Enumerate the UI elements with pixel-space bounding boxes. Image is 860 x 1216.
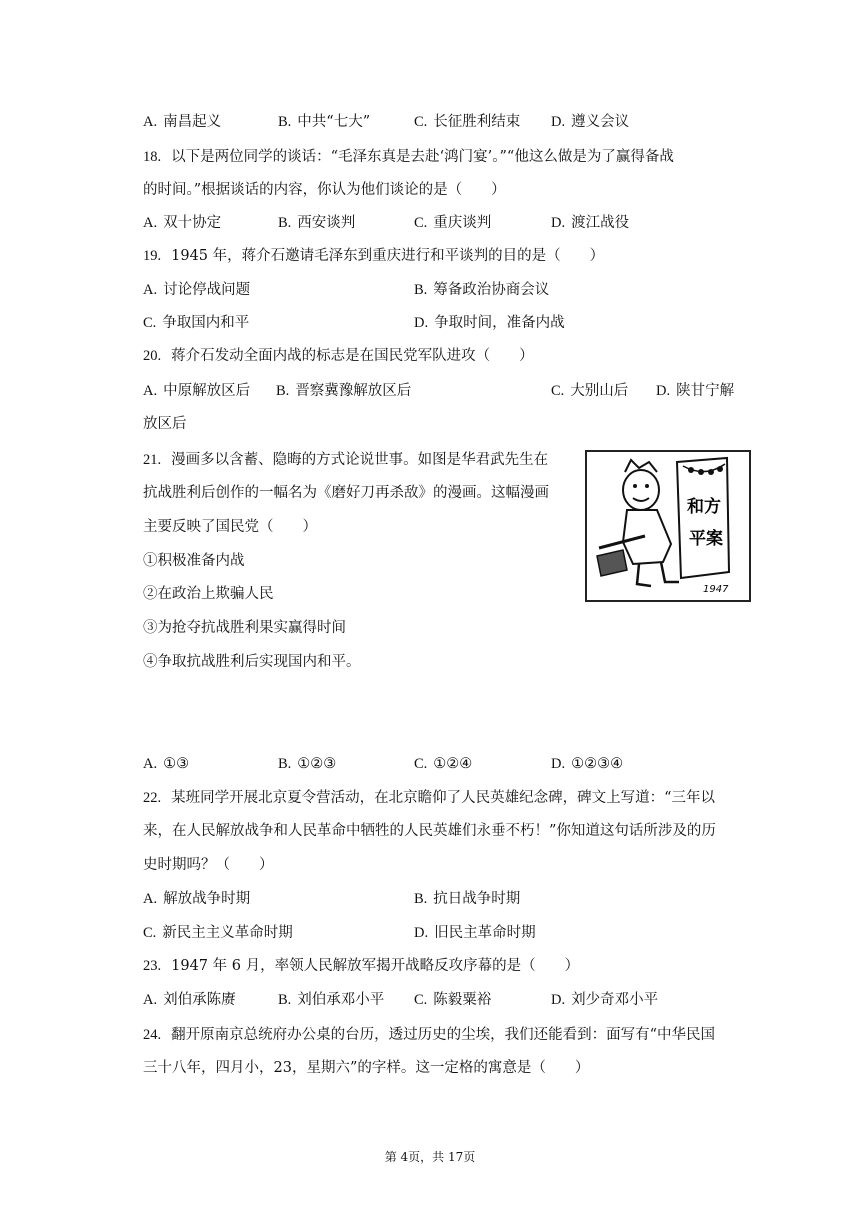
q22-stem-line1: 22. 某班同学开展北京夏令营活动，在北京瞻仰了人民英雄纪念碑，碑文上写道：“三年以 (143, 790, 716, 806)
q21-option-d: D. ①②③④ (551, 756, 624, 772)
q18-option-c: C. 重庆谈判 (414, 215, 492, 231)
q23-option-d: D. 刘少奇邓小平 (551, 992, 659, 1008)
q20-option-d-wrap: 放区后 (143, 416, 187, 432)
q21-stem-line1: 21. 漫画多以含蓄、隐晦的方式论说世事。如图是华君武先生在 (143, 452, 549, 468)
q23-option-c: C. 陈毅粟裕 (414, 992, 492, 1008)
q19-option-d: D. 争取时间，准备内战 (414, 315, 565, 331)
q17-option-d: D. 遵义会议 (551, 114, 630, 130)
q23-option-a: A. 刘伯承陈赓 (143, 992, 236, 1008)
q21-stem-line3: 主要反映了国民党（ ） (143, 519, 317, 535)
q21-option-a: A. ①③ (143, 756, 190, 772)
cartoon-image (585, 450, 751, 602)
q21-option-b: B. ①②③ (278, 756, 337, 772)
q23-option-b: B. 刘伯承邓小平 (278, 992, 385, 1008)
q18-option-d: D. 渡江战役 (551, 215, 630, 231)
q22-stem-line3: 史时期吗？（ ） (143, 857, 274, 873)
q22-option-b: B. 抗日战争时期 (414, 891, 521, 907)
q17-option-b: B. 中共“七大” (278, 114, 371, 130)
q19-option-b: B. 筹备政治协商会议 (414, 282, 550, 298)
q18-option-a: A. 双十协定 (143, 215, 222, 231)
q20-option-a: A. 中原解放区后 (143, 383, 251, 399)
q21-item-3: ③为抢夺抗战胜利果实赢得时间 (143, 620, 346, 636)
cartoon-sign-text-2: 平案 (689, 529, 723, 549)
q22-option-d: D. 旧民主革命时期 (414, 925, 536, 941)
q21-item-1: ①积极准备内战 (143, 553, 245, 569)
q21-item-2: ②在政治上欺骗人民 (143, 586, 274, 602)
q22-option-a: A. 解放战争时期 (143, 891, 251, 907)
q21-stem-line2: 抗战胜利后创作的一幅名为《磨好刀再杀敌》的漫画。这幅漫画 (143, 485, 549, 501)
q20-option-d: D. 陕甘宁解 (656, 383, 735, 399)
cartoon-year: 1947 (703, 584, 729, 595)
page-footer: 第 4页，共 17页 (384, 1150, 476, 1164)
q20-option-b: B. 晋察冀豫解放区后 (276, 383, 412, 399)
q19-option-a: A. 讨论停战问题 (143, 282, 251, 298)
q20-stem: 20. 蒋介石发动全面内战的标志是在国民党军队进攻（ ） (143, 348, 534, 364)
q18-option-b: B. 西安谈判 (278, 215, 356, 231)
q17-option-a: A. 南昌起义 (143, 114, 222, 130)
q20-option-c: C. 大别山后 (551, 383, 629, 399)
q18-stem-line2: 的时间。”根据谈话的内容，你认为他们谈论的是（ ） (143, 182, 506, 198)
q24-stem-line2: 三十八年，四月小，23，星期六”的字样。这一定格的寓意是（ ） (143, 1060, 590, 1076)
q18-stem-line1: 18. 以下是两位同学的谈话：“毛泽东真是去赴‘鸿门宴’。”“他这么做是为了赢得备战 (143, 149, 674, 165)
q21-item-4: ④争取抗战胜利后实现国内和平。 (143, 654, 361, 670)
q19-option-c: C. 争取国内和平 (143, 315, 250, 331)
cartoon-drawing (587, 452, 749, 600)
q22-option-c: C. 新民主主义革命时期 (143, 925, 293, 941)
q21-option-c: C. ①②④ (414, 756, 473, 772)
q22-stem-line2: 来，在人民解放战争和人民革命中牺牲的人民英雄们永垂不朽！”你知道这句话所涉及的历 (143, 823, 716, 839)
q24-stem-line1: 24. 翻开原南京总统府办公桌的台历，透过历史的尘埃，我们还能看到：面写有“中华民国 (143, 1027, 716, 1043)
q23-stem: 23. 1947 年 6 月，率领人民解放军揭开战略反攻序幕的是（ ） (143, 958, 580, 974)
q19-stem: 19. 1945 年，蒋介石邀请毛泽东到重庆进行和平谈判的目的是（ ） (143, 248, 605, 264)
q17-option-c: C. 长征胜利结束 (414, 114, 521, 130)
cartoon-sign-text-1: 和方 (687, 497, 721, 517)
